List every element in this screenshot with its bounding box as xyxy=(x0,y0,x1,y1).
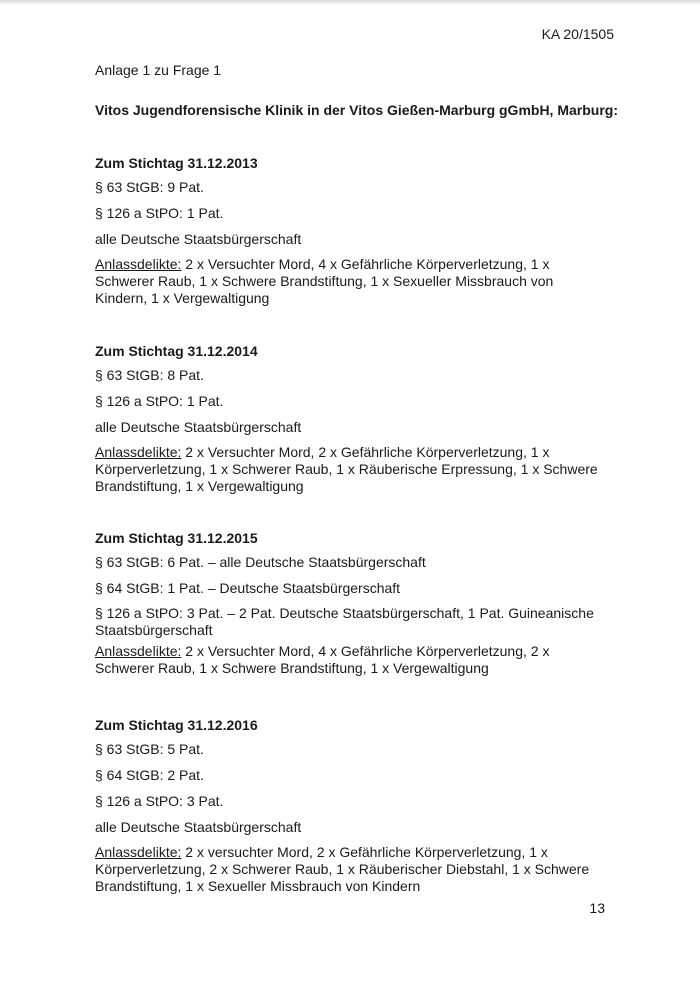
offense-text: 2 x Versuchter Mord, 4 x Gefährliche Körperverletzung, 2 x Schwerer Raub, 1 x Schwere Brandstiftung, 1 x Vergewaltigung xyxy=(95,643,550,676)
section-line: alle Deutsche Staatsbürgerschaft xyxy=(95,231,302,247)
section-title: Zum Stichtag 31.12.2013 xyxy=(95,155,258,171)
section-title: Zum Stichtag 31.12.2015 xyxy=(95,530,258,546)
annex-label: Anlage 1 zu Frage 1 xyxy=(95,62,222,78)
offense-paragraph xyxy=(95,844,605,895)
offense-label: Anlassdelikte: xyxy=(95,256,182,272)
section-2016 xyxy=(95,714,605,895)
section-line: § 63 StGB: 9 Pat. xyxy=(95,179,204,195)
section-wrapped-line: § 126 a StPO: 3 Pat. – 2 Pat. Deutsche Staatsbürgerschaft, 1 Pat. Guineanische Staatsbürgerschaft xyxy=(95,605,594,638)
offense-label: Anlassdelikte: xyxy=(95,444,182,460)
offense-paragraph xyxy=(95,643,605,677)
section-2013 xyxy=(95,152,605,307)
clinic-heading: Vitos Jugendforensische Klinik in der Vitos Gießen-Marburg gGmbH, Marburg: xyxy=(95,102,618,118)
offense-paragraph xyxy=(95,256,605,307)
section-line: § 63 StGB: 6 Pat. – alle Deutsche Staatsbürgerschaft xyxy=(95,554,426,570)
section-line: § 126 a StPO: 1 Pat. xyxy=(95,205,224,221)
section-line: alle Deutsche Staatsbürgerschaft xyxy=(95,819,302,835)
offense-text: 2 x Versuchter Mord, 2 x Gefährliche Körperverletzung, 1 x Körperverletzung, 1 x Schwerer Raub, 1 x Räuberische Erpressung, 1 x Schwere Brandstiftung, 1 x Vergewaltigung xyxy=(95,444,598,494)
offense-paragraph xyxy=(95,444,605,495)
document-reference: KA 20/1505 xyxy=(541,26,614,42)
section-line: § 63 StGB: 5 Pat. xyxy=(95,741,204,757)
section-line: § 64 StGB: 1 Pat. – Deutsche Staatsbürgerschaft xyxy=(95,580,401,596)
section-line: § 63 StGB: 8 Pat. xyxy=(95,367,204,383)
section-title: Zum Stichtag 31.12.2014 xyxy=(95,343,258,359)
section-2015 xyxy=(95,527,605,677)
scan-top-edge xyxy=(0,0,700,5)
section-line: § 126 a StPO: 1 Pat. xyxy=(95,393,224,409)
page-number: 13 xyxy=(589,900,605,916)
offense-text: 2 x versuchter Mord, 2 x Gefährliche Körperverletzung, 1 x Körperverletzung, 2 x Schwerer Raub, 1 x Räuberischer Diebstahl, 1 x Schwere Brandstiftung, 1 x Sexueller Missbrauch von Kindern xyxy=(95,844,590,894)
section-line: § 64 StGB: 2 Pat. xyxy=(95,767,204,783)
section-line: § 126 a StPO: 3 Pat. xyxy=(95,793,224,809)
offense-label: Anlassdelikte: xyxy=(95,844,182,860)
section-title: Zum Stichtag 31.12.2016 xyxy=(95,717,258,733)
offense-text: 2 x Versuchter Mord, 4 x Gefährliche Körperverletzung, 1 x Schwerer Raub, 1 x Schwere Brandstiftung, 1 x Sexueller Missbrauch von Kindern, 1 x Vergewaltigung xyxy=(95,256,554,306)
offense-label: Anlassdelikte: xyxy=(95,643,182,659)
section-2014 xyxy=(95,340,605,495)
section-line: alle Deutsche Staatsbürgerschaft xyxy=(95,419,302,435)
